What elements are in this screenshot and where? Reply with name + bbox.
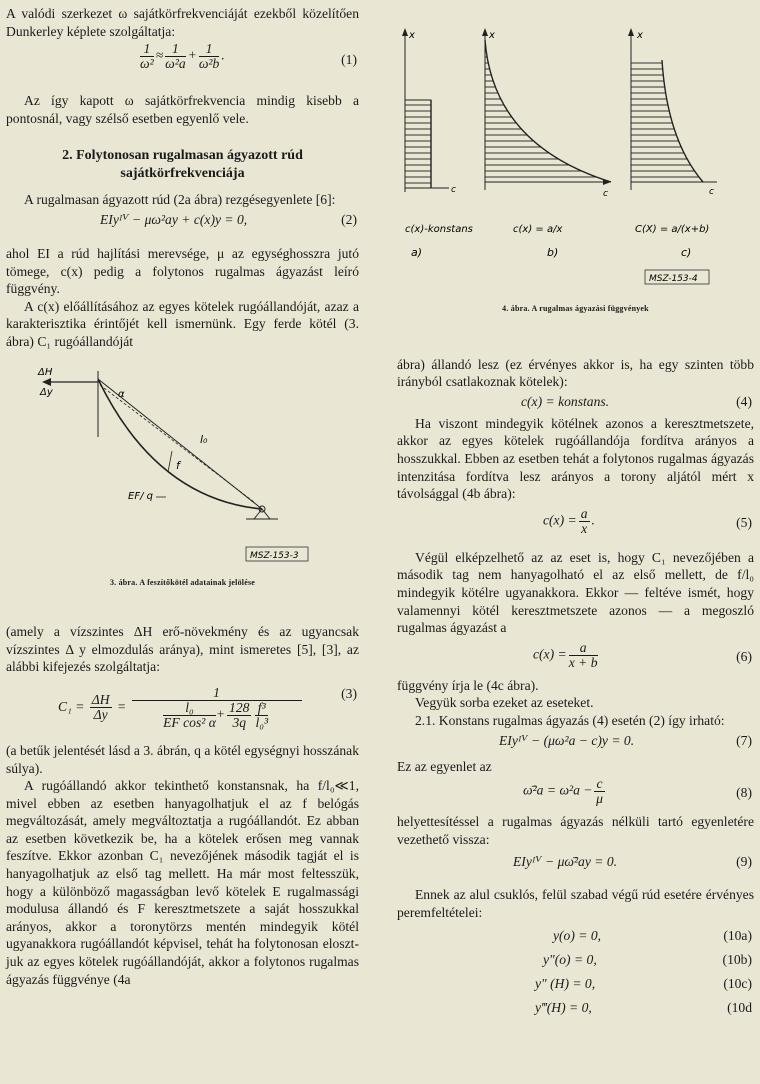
paragraph-ezaz: Ez az egyenlet az	[397, 758, 492, 774]
eq8-lhs: ω̄²a = ω²a −	[523, 782, 593, 798]
eq5-lhs: c(x) =	[543, 512, 577, 528]
eq3-efcos: EF cos² α	[163, 714, 216, 730]
equation-10d	[397, 997, 754, 1021]
paragraph-haviszont: Ha viszont mindegyik kötélnek azonos a keresztmetszete, akkor az egyes kötelek rugóállandója fordítva arányos a hosszukkal. Ebben az esetben tehát a folytonos rugalmas ágyazás intenzitása fordítva lesz arányos a torony aljától mért x távolsággal (4b ábra):	[397, 415, 754, 502]
eq3-128: 128	[229, 699, 250, 715]
eq8-num: c	[596, 776, 603, 792]
eq1-approx: ≈	[155, 47, 164, 63]
figure-4-drawing	[397, 0, 754, 290]
alpha-label: α	[118, 388, 125, 400]
eq10c-body: y″ (H) = 0,	[535, 976, 596, 992]
eq5-number: (5)	[736, 514, 752, 530]
efq-label: EF/ q	[128, 490, 153, 502]
4b-hatch	[485, 40, 611, 182]
eq7-body: EIyᴵⱽ − (μω²a − c)y = 0.	[499, 732, 635, 748]
f-label: f	[176, 458, 180, 472]
4b-x-label: x	[489, 30, 495, 41]
dh-arrowhead	[42, 378, 51, 386]
paragraph-vegul: Végül elképzelhető az az eset is, hogy C₁ nevezőjében a második tag nem hanyagolható el az első mellett, de f/l₀ mindegyik kötélre ugyanakkora. Ekkor — feltéve ismét, hogy valamennyi kötél keresztmetszete azonos — a megoszló rugalmas ágyazást a	[397, 549, 754, 636]
eq1-t1-num: 1	[165, 42, 185, 57]
eq5-num: a	[580, 505, 588, 521]
eq10c-number: (10c)	[723, 976, 752, 992]
paragraph-after-eq1: Az így kapott ω sajátkörfrekvencia mindig kisebb a pontosnál, vagy szélső esetben egyenlő vele.	[6, 93, 359, 126]
equation-10b	[397, 949, 754, 973]
eq1-t2-den: ω²b	[198, 56, 220, 72]
eq2-number: (2)	[341, 211, 357, 227]
dh-label: ΔH	[38, 366, 53, 378]
figure-4	[397, 0, 754, 290]
eq3-number: (3)	[341, 685, 357, 701]
equation-6	[397, 637, 754, 677]
equation-10a	[397, 925, 754, 949]
4a-hatch	[405, 100, 431, 188]
eq8-number: (8)	[736, 785, 752, 801]
section-title-line1: 2. Folytonosan rugalmasan ágyazott rúd	[62, 148, 303, 164]
paragraph-abra: ábra) állandó lesz (ez érvényes akkor is, ha egy szinten több irányból csatlakoznak kötelek):	[397, 356, 754, 390]
eq3-plus: +	[215, 706, 226, 722]
eq1-t1-den: ω²a	[165, 56, 186, 72]
eq1-lhs-den: ω²	[140, 56, 154, 72]
anchor-support	[254, 509, 270, 519]
eq9-number: (9)	[736, 854, 752, 870]
eq3-equals: =	[116, 699, 127, 715]
eq6-lhs: c(x) =	[533, 646, 567, 662]
eq10d-body: y‴(H) = 0,	[535, 1000, 592, 1016]
eq10a-number: (10a)	[723, 928, 752, 944]
eq3-3q: 3q	[232, 714, 247, 730]
4b-formula: c(x) = a/x	[513, 224, 563, 235]
eq3-one: 1	[132, 686, 302, 701]
eq5-dot: .	[591, 512, 595, 528]
equation-8	[397, 775, 754, 813]
eq3-dh: ΔH	[91, 692, 110, 708]
paragraph-ahol: ahol EI a rúd hajlítási merevsége, μ az egységhosszra jutó tömege, c(x) pedig a folytonos rugalmas ágyazást leíró függvény.	[6, 245, 359, 297]
4a-x-arrow	[402, 28, 408, 36]
4c-label: c)	[681, 246, 692, 259]
left-column	[6, 0, 359, 988]
eq10b-body: y″(o) = 0,	[543, 952, 597, 968]
figure-3-caption: 3. ábra. A feszítőkötél adatainak jelölése	[109, 577, 256, 587]
section-title-line2: sajátkörfrekvenciája	[120, 166, 245, 182]
eq1-plus: +	[187, 47, 197, 63]
eq10d-number: (10d	[727, 1000, 752, 1016]
eq10a-body: y(o) = 0,	[553, 928, 602, 944]
eq4-body: c(x) = konstans.	[521, 393, 610, 409]
eq10b-number: (10b)	[722, 952, 752, 968]
4b-x-arrow	[482, 28, 488, 36]
4c-x-arrow	[628, 28, 634, 36]
boundary-conditions	[397, 925, 754, 1021]
equation-9	[397, 848, 754, 878]
dy-label: Δy	[40, 386, 53, 398]
equation-4	[397, 391, 754, 415]
eq6-number: (6)	[736, 648, 752, 664]
figure-4-code: MSZ-153-4	[649, 274, 698, 284]
eq9-body: EIyᴵⱽ − μω̄²ay = 0.	[513, 854, 618, 870]
figure-4b	[482, 28, 611, 259]
eq1-number: (1)	[341, 52, 357, 68]
paragraph-ennek: Ennek az alul csuklós, felül szabad végű rúd esetére érvényes peremfeltételei:	[397, 887, 754, 920]
paragraph-betuk: (a betűk jelentését lásd a 3. ábrán, q a kötél egységnyi hosszának súlya).	[6, 742, 359, 776]
eq3-c1: C₁ =	[58, 699, 85, 715]
paragraph-rugo: A rugóállandó akkor tekinthető konstansnak, ha f/l₀≪1, mivel ebben az esetben hanyagolhatjuk el az f belógás megváltozását, amely megváltoztatja a rugóállandót. Ez abban az esetben következik be, ha a kötelek erősen meg vannak feszítve. Ekkor azonban C₁ nevezőjének második tagját el is hanyagolhatjuk az első tag mellett. Ha már most feltesszük, hogy a különböző magasságban levő kötelek E rugalmassági modulusa állandó és F keresztmetszete a saját hosszukkal arányos, akkor a toronytörzs mentén mindegyik kötél ugyanakkora rugóállandót képvisel, tehát ha folytonosan elosztjuk az egyes kötelek rugóállandóját, akkor a folytonos rugalmas ágyazás függvénye (4a	[6, 778, 359, 987]
sag-line	[168, 451, 172, 472]
4b-c-arrow	[603, 179, 611, 185]
4a-formula: c(x)-konstans	[405, 224, 473, 235]
4c-x-label: x	[637, 30, 643, 41]
equation-10c	[397, 973, 754, 997]
paragraph-amely: (amely a vízszintes ΔH erő-növekmény és az ugyancsak vízszintes Δ y elmozdulás aránya), mint ismeretes [5], [3], az alábbi kifejezés szolgáltatja:	[6, 624, 359, 675]
4c-formula: C(X) = a/(x+b)	[635, 224, 710, 235]
4c-hatch	[631, 60, 703, 182]
eq4-number: (4)	[736, 393, 752, 409]
4a-label: a)	[411, 246, 423, 259]
l0-label: l₀	[200, 432, 208, 446]
4a-c-label: c	[451, 185, 456, 195]
figure-4-caption: 4. ábra. A rugalmas ágyazási függvények	[502, 304, 649, 313]
4b-c-label: c	[603, 189, 608, 199]
eq5-den: x	[581, 520, 588, 536]
eq3-l03: l₀³	[255, 714, 269, 730]
section-intro: A rugalmasan ágyazott rúd (2a ábra) rezgésegyenlete [6]:	[24, 192, 336, 208]
right-column	[397, 0, 754, 1021]
equation-1	[6, 40, 359, 82]
equation-2	[6, 209, 359, 235]
4a-x-label: x	[409, 30, 415, 41]
figure-3-code: MSZ-153-3	[250, 550, 299, 561]
4c-c-label: c	[709, 187, 714, 197]
4b-label: b)	[547, 246, 559, 259]
equation-5	[397, 503, 754, 543]
paragraph-fugg: függvény írja le (4c ábra).	[397, 677, 539, 693]
figure-3-drawing	[6, 359, 359, 574]
eq7-number: (7)	[736, 732, 752, 748]
equation-7	[397, 730, 754, 754]
eq3-l0: l₀	[163, 701, 216, 716]
paragraph-21: 2.1. Konstans rugalmas ágyazás (4) esetén (2) így irható:	[415, 712, 725, 728]
eq3-f3: f³	[255, 701, 268, 716]
eq1-lhs-num: 1	[140, 42, 154, 57]
eq6-den: x + b	[568, 654, 598, 670]
figure-3	[6, 359, 359, 574]
figure-4a	[402, 28, 473, 259]
eq1-dot: .	[221, 47, 225, 63]
figure-4c	[628, 28, 717, 259]
eq8-den: μ	[596, 791, 603, 807]
eq6-num: a	[569, 641, 598, 656]
equation-3	[6, 682, 359, 730]
eq3-dy: Δy	[93, 707, 108, 723]
paragraph-vegyuk: Vegyük sorba ezeket az eseteket.	[415, 695, 594, 711]
paragraph-helyet: helyettesítéssel a rugalmas ágyazás nélküli tartó egyenletére vezethető vissza:	[397, 814, 754, 847]
eq2-body: EIyᴵⱽ − μω²ay + c(x)y = 0,	[100, 211, 248, 227]
paragraph-cx: A c(x) előállításához az egyes kötelek rugóállandóját, azaz a karakterisztika érintőjét kell ismernünk. Egy ferde kötél (3. ábra) C₁ rugóállandóját	[6, 298, 359, 349]
intro-paragraph: A valódi szerkezet ω sajátkörfrekvenciáját ezekből közelítően Dunkerley képlete szolgáltatja:	[6, 6, 359, 39]
eq1-t2-num: 1	[199, 42, 219, 57]
